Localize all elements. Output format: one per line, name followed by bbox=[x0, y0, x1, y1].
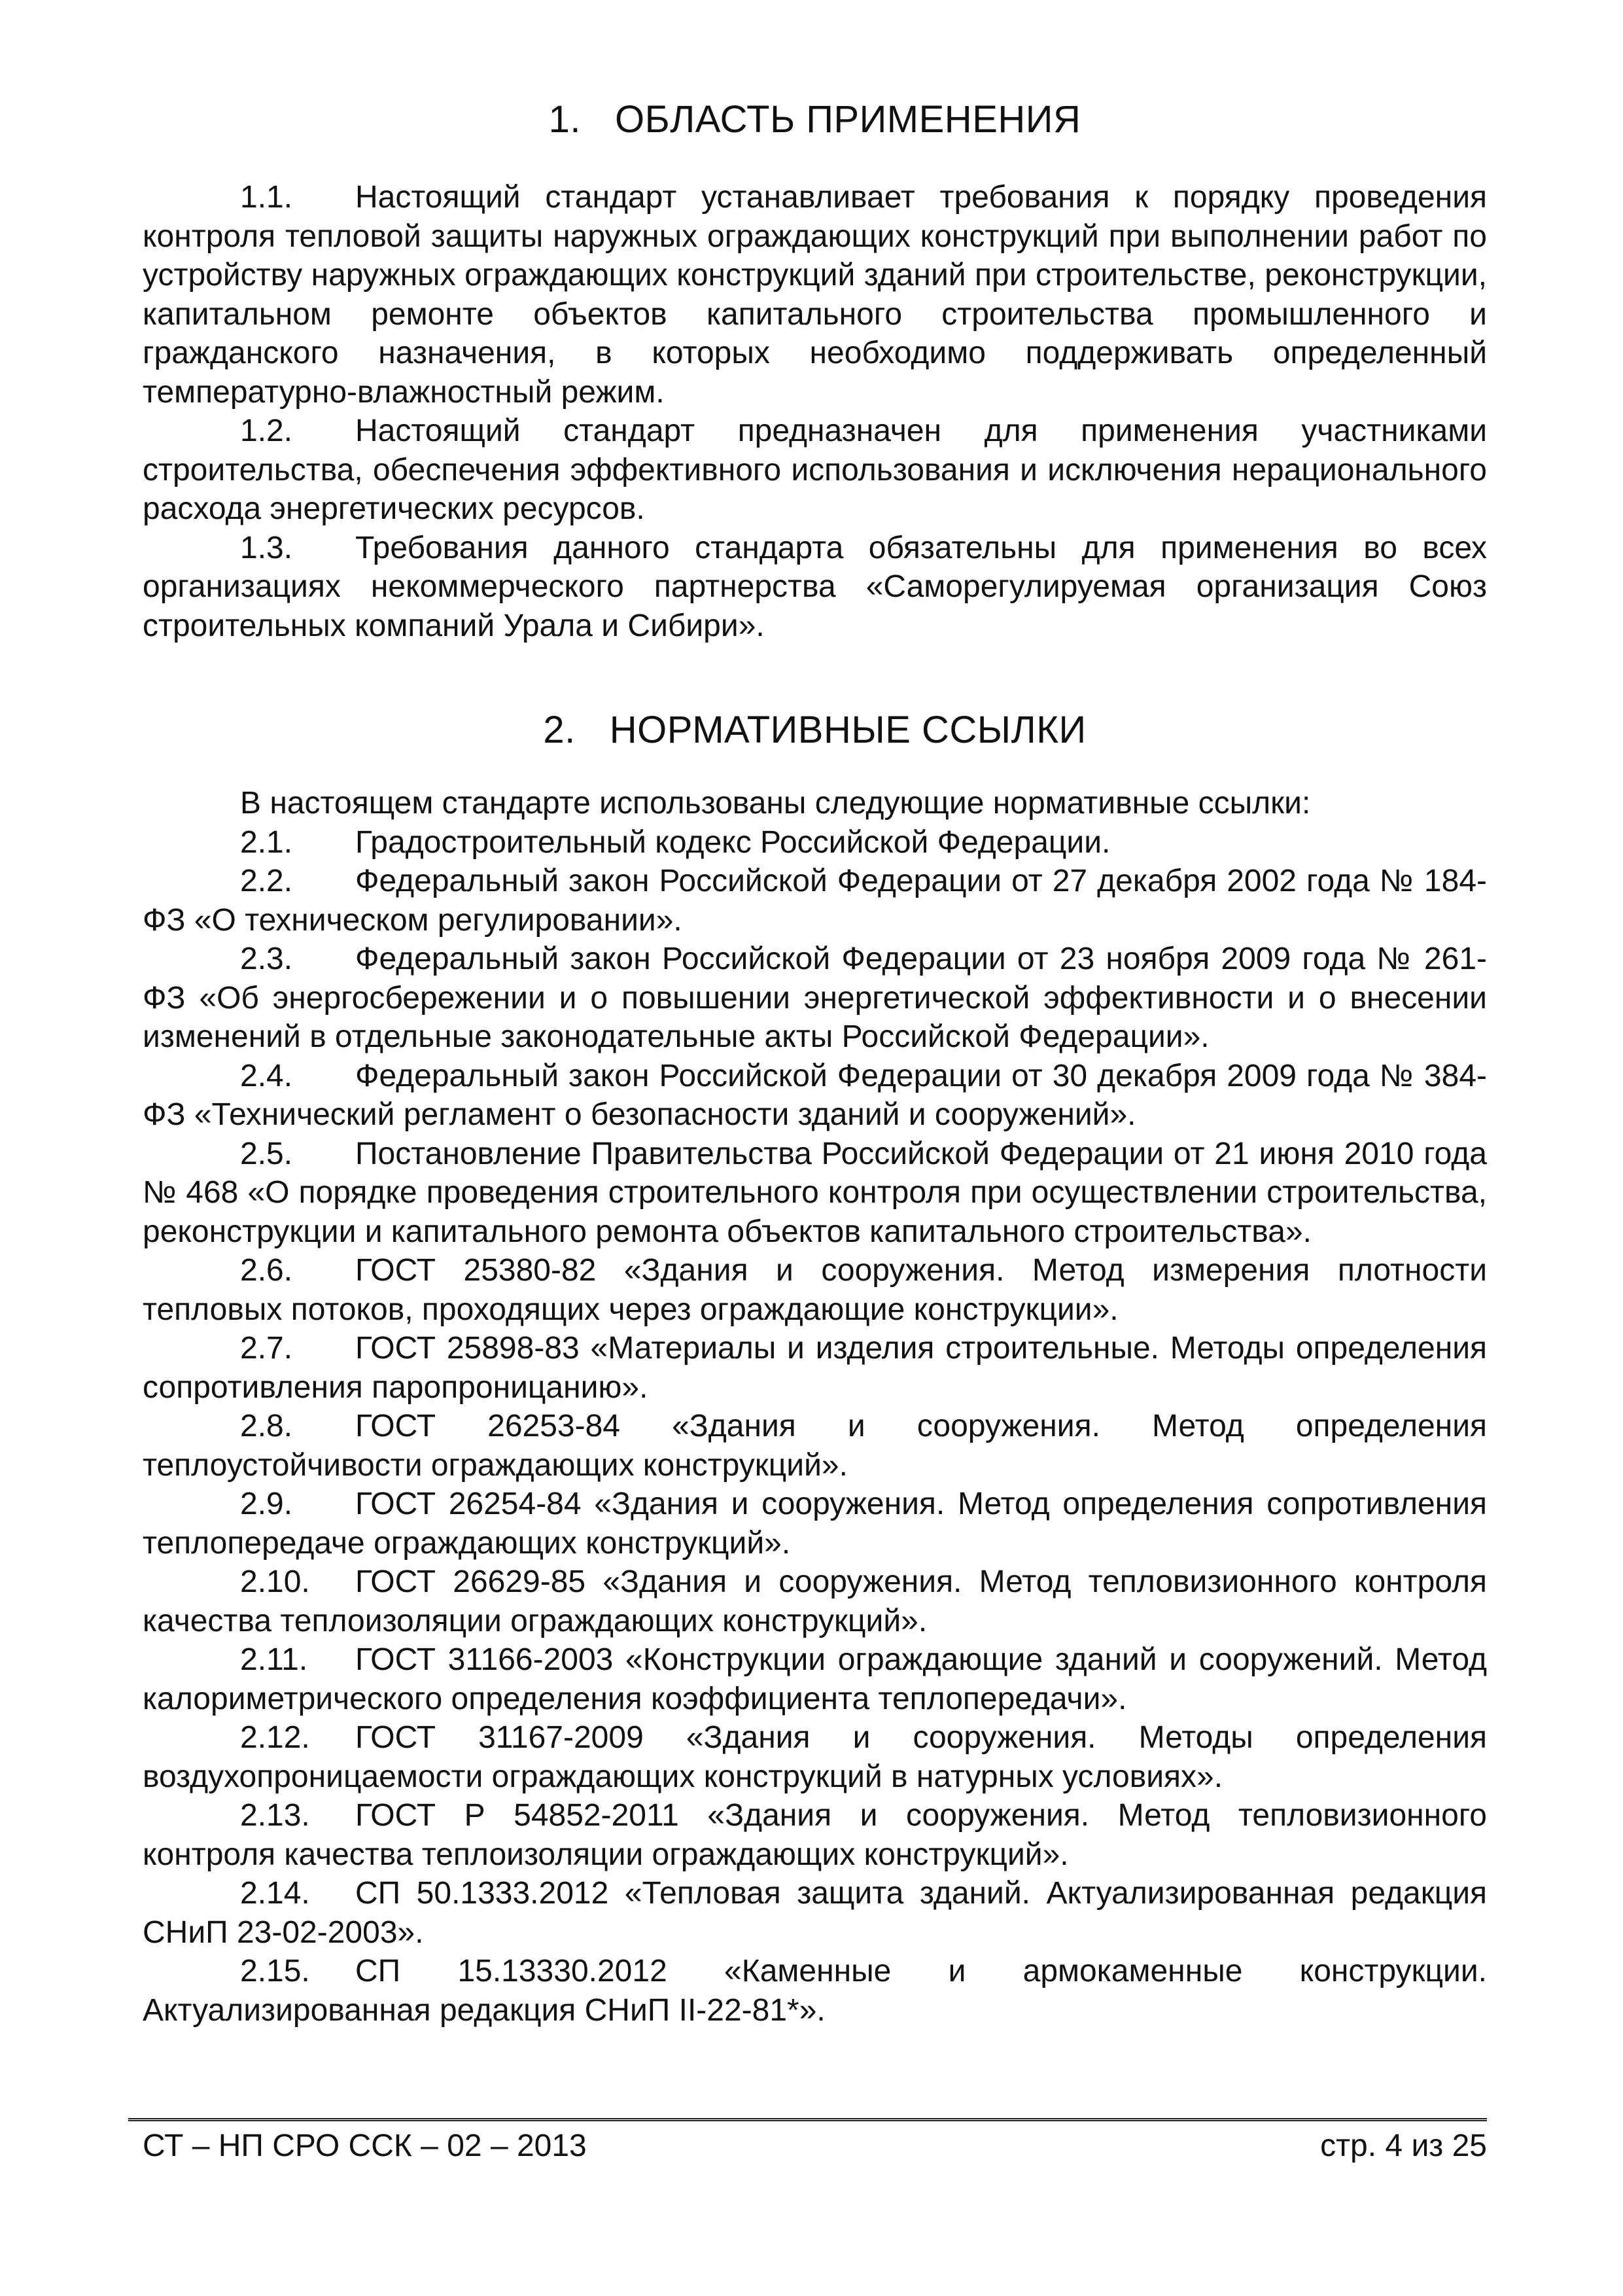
section-1-body bbox=[143, 178, 1487, 645]
page-number: стр. 4 из 25 bbox=[1320, 2128, 1487, 2163]
paragraph-1-2: 1.2. Настоящий стандарт предназначен для применения участниками строительства, обеспечения эффективного использования и исключения нерационального расхода энергетических ресурсов. bbox=[143, 414, 1487, 526]
section-2-body bbox=[143, 784, 1487, 2030]
footer-divider bbox=[128, 2118, 1487, 2121]
reference-2-2: 2.2. Федеральный закон Российской Федерации от 27 декабря 2002 года № 184-ФЗ «О техническом регулировании». bbox=[143, 864, 1487, 938]
section-1-heading bbox=[143, 97, 1487, 143]
section-1-number: 1. bbox=[548, 98, 582, 141]
paragraph-1-1: 1.1. Настоящий стандарт устанавливает требования к порядку проведения контроля тепловой защиты наружных ограждающих конструкций при выполнении работ по устройству наружных ограждающих конструкций зданий при строительстве, реконструкции, капитальном ремонте объектов капитального строительства промышленного и гражданского назначения, в которых необходимо поддерживать определенный температурно-влажностный режим. bbox=[143, 180, 1487, 410]
document-code: СТ – НП СРО ССК – 02 – 2013 bbox=[143, 2128, 587, 2163]
reference-2-3: 2.3. Федеральный закон Российской Федерации от 23 ноября 2009 года № 261-ФЗ «Об энергосбережении и о повышении энергетической эффективности и о внесении изменений в отдельные законодательные акты Российской Федерации». bbox=[143, 942, 1487, 1054]
section-1-title: ОБЛАСТЬ ПРИМЕНЕНИЯ bbox=[615, 98, 1081, 141]
section-2-intro: В настоящем стандарте использованы следующие нормативные ссылки: bbox=[240, 786, 1311, 821]
paragraph-1-3: 1.3. Требования данного стандарта обязательны для применения во всех организациях некоммерческого партнерства «Саморегулируемая организация Союз строительных компаний Урала и Сибири». bbox=[143, 530, 1487, 643]
reference-2-5: 2.5. Постановление Правительства Российской Федерации от 21 июня 2010 года № 468 «О порядке проведения строительного контроля при осуществлении строительства, реконструкции и капитального ремонта объектов капитального строительства». bbox=[143, 1136, 1487, 1249]
section-2-heading bbox=[143, 707, 1487, 753]
reference-2-10: 2.10. ГОСТ 26629-85 «Здания и сооружения. Метод тепловизионного контроля качества теплоизоляции ограждающих конструкций». bbox=[143, 1564, 1487, 1638]
reference-2-6: 2.6. ГОСТ 25380-82 «Здания и сооружения. Метод измерения плотности тепловых потоков, проходящих через ограждающие конструкции». bbox=[143, 1253, 1487, 1327]
reference-2-11: 2.11. ГОСТ 31166-2003 «Конструкции ограждающие зданий и сооружений. Метод калориметрического определения коэффициента теплопередачи». bbox=[143, 1642, 1487, 1716]
reference-2-14: 2.14. СП 50.1333.2012 «Тепловая защита зданий. Актуализированная редакция СНиП 23-02-2003». bbox=[143, 1876, 1487, 1950]
reference-2-7: 2.7. ГОСТ 25898-83 «Материалы и изделия строительные. Методы определения сопротивления паропроницанию». bbox=[143, 1331, 1487, 1405]
reference-2-9: 2.9. ГОСТ 26254-84 «Здания и сооружения. Метод определения сопротивления теплопередаче ограждающих конструкций». bbox=[143, 1487, 1487, 1561]
section-2-title: НОРМАТИВНЫЕ ССЫЛКИ bbox=[609, 709, 1087, 751]
reference-2-4: 2.4. Федеральный закон Российской Федерации от 30 декабря 2009 года № 384-ФЗ «Технический регламент о безопасности зданий и сооружений». bbox=[143, 1058, 1487, 1132]
reference-2-8: 2.8. ГОСТ 26253-84 «Здания и сооружения. Метод определения теплоустойчивости ограждающих конструкций». bbox=[143, 1409, 1487, 1483]
reference-2-15: 2.15. СП 15.13330.2012 «Каменные и армокаменные конструкции. Актуализированная редакция СНиП II-22-81*». bbox=[143, 1954, 1487, 2028]
section-2-number: 2. bbox=[543, 709, 576, 751]
reference-2-12: 2.12. ГОСТ 31167-2009 «Здания и сооружения. Методы определения воздухопроницаемости ограждающих конструкций в натурных условиях». bbox=[143, 1720, 1487, 1794]
reference-2-13: 2.13. ГОСТ Р 54852-2011 «Здания и сооружения. Метод тепловизионного контроля качества теплоизоляции ограждающих конструкций». bbox=[143, 1798, 1487, 1872]
reference-2-1: 2.1. Градостроительный кодекс Российской Федерации. bbox=[240, 824, 1111, 860]
